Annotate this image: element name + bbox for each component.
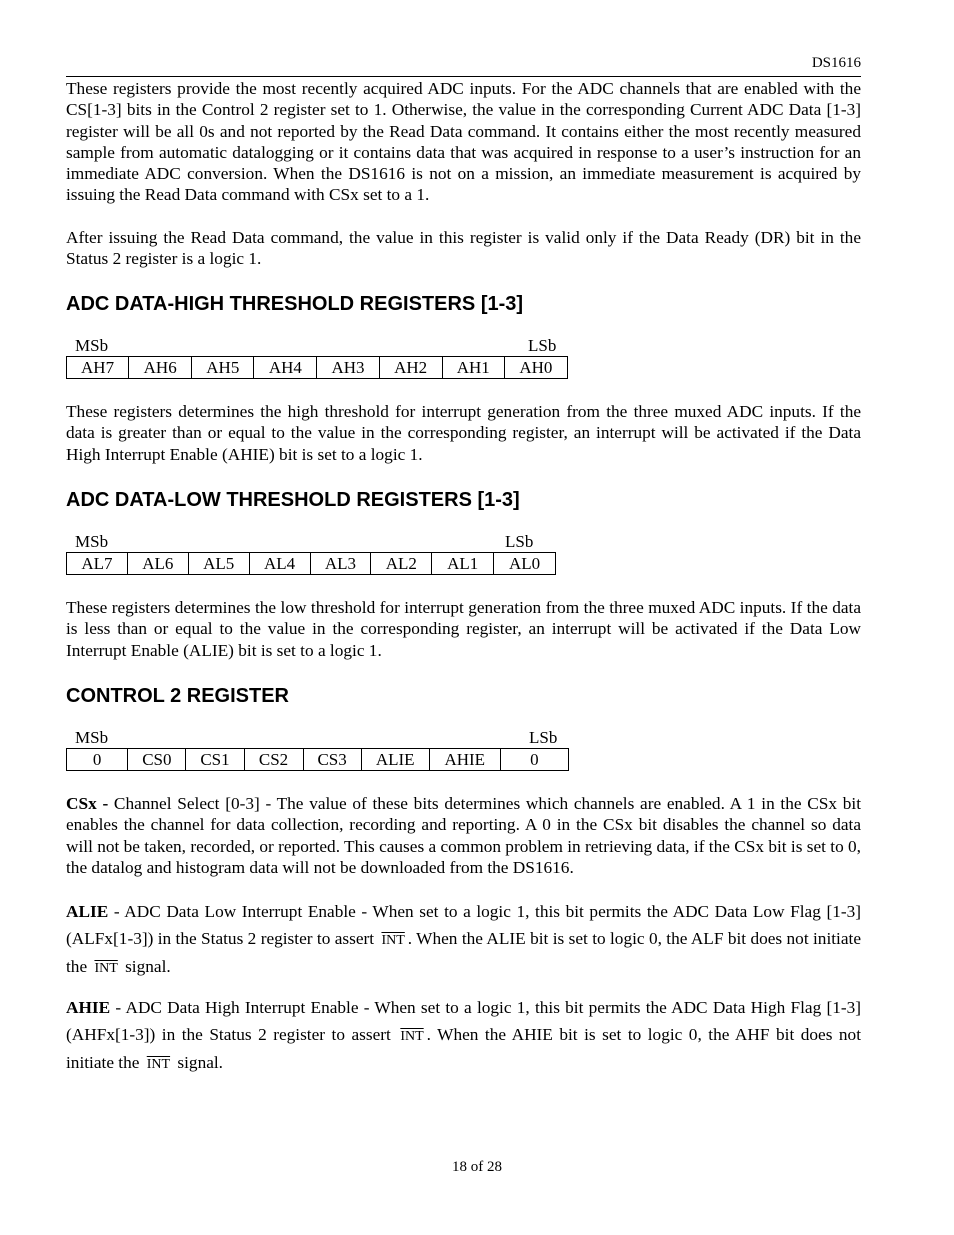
register-bit-ah0: AH0	[504, 357, 567, 379]
register-bit-ah2: AH2	[379, 357, 442, 379]
high-threshold-description: These registers determines the high threshold for interrupt generation from the three muxed ADC inputs. If the data is greater than or equal to the value in the corresponding register, an interrupt will be activated if the Data High Interrupt Enable (AHIE) bit is set to a logic 1.	[66, 402, 861, 464]
intro-paragraph: These registers provide the most recently acquired ADC inputs. For the ADC channels that are enabled with the CS[1-3] bits in the Control 2 register set to 1. Otherwise, the value in the corresponding Current ADC Data [1-3] register will be all 0s and not reported by the Read Data command. It contains either the most recently measured sample from automatic datalogging or it contains data that was acquired in response to a user’s instruction for an immediate ADC conversion. When the DS1616 is not on a mission, an immediate measurement is acquired by issuing the Read Data command with CSx set to a 1.	[66, 79, 861, 205]
ahie-text-1: - ADC Data High Interrupt Enable - When set to a logic 1, this bit permits the ADC Data High Flag [1-3] (AHFx[1-3]) in the Status 2 register to assert	[66, 998, 861, 1044]
alie-term: ALIE	[66, 902, 109, 921]
csx-text: Channel Select [0-3] - The value of these bits determines which channels are enabled. A 1 in the CSx bit enables the channel for data collection, recording and reporting. A 0 in the CSx bit disables the channel so data will not be taken, recorded, or reported. This causes a common problem in retrieving data, if the CSx bit is set to 0, the datalog and histogram data will not be downloaded from the DS1616.	[66, 794, 861, 877]
register-bit-al4: AL4	[249, 553, 310, 575]
control2-register-table	[66, 748, 569, 771]
register-bit-7: 0	[67, 749, 128, 771]
register-bit-cs2: CS2	[244, 749, 303, 771]
register-bit-ah7: AH7	[67, 357, 129, 379]
alie-text-1: - ADC Data Low Interrupt Enable - When set to a logic 1, this bit permits the ADC Data Low Flag [1-3] (ALFx[1-3]) in the Status 2 register to assert	[66, 902, 861, 948]
register-bit-cs3: CS3	[303, 749, 361, 771]
control2-lsb-label: LSb	[529, 728, 558, 747]
control2-msb-label: MSb	[75, 728, 109, 747]
alie-description	[66, 899, 861, 983]
low-threshold-heading: ADC DATA-LOW THRESHOLD REGISTERS [1-3]	[66, 489, 520, 511]
register-bit-al6: AL6	[127, 553, 188, 575]
register-bit-ah3: AH3	[317, 357, 379, 379]
high-threshold-register-table	[66, 356, 568, 379]
ahie-text-3: signal.	[173, 1053, 223, 1072]
int-signal-overline: $\overline{INT}$	[94, 961, 118, 976]
data-ready-paragraph: After issuing the Read Data command, the value in this register is valid only if the Data Ready (DR) bit in the Status 2 register is a logic 1.	[66, 228, 861, 269]
ahie-text-2: . When the AHIE bit is set to logic 0, the AHF bit does not initiate the	[66, 1024, 862, 1072]
low-threshold-description: These registers determines the low threshold for interrupt generation from the three muxed ADC inputs. If the data is less than or equal to the value in the corresponding register, an interrupt will be activated if the Data Low Interrupt Enable (ALIE) bit is set to a logic 1.	[66, 598, 861, 660]
register-bit-ah4: AH4	[254, 357, 317, 379]
register-bit-al3: AL3	[310, 553, 371, 575]
register-bit-0: 0	[500, 749, 568, 771]
control2-heading: CONTROL 2 REGISTER	[66, 685, 289, 707]
register-bit-ahie: AHIE	[429, 749, 500, 771]
document-id: DS1616	[811, 55, 861, 71]
register-bit-cs1: CS1	[186, 749, 244, 771]
ahie-term: AHIE	[66, 998, 111, 1017]
int-signal-overline: $\overline{INT}$	[381, 932, 405, 948]
high-msb-label: MSb	[75, 336, 109, 355]
low-threshold-register-table	[66, 552, 556, 575]
register-bit-cs0: CS0	[128, 749, 186, 771]
alie-text-2: . When the ALIE bit is set to logic 0, the ALF bit does not initiate the	[66, 928, 861, 976]
register-bit-ah6: AH6	[129, 357, 192, 379]
register-bit-ah5: AH5	[192, 357, 254, 379]
register-bit-ah1: AH1	[442, 357, 504, 379]
register-bit-al0: AL0	[494, 553, 556, 575]
register-bit-al1: AL1	[432, 553, 494, 575]
register-bit-alie: ALIE	[361, 749, 429, 771]
register-bit-al5: AL5	[188, 553, 249, 575]
ahie-description	[66, 995, 861, 1079]
header-rule	[66, 76, 861, 77]
csx-description	[66, 793, 861, 878]
int-signal-overline: $\overline{INT}$	[400, 1028, 424, 1044]
low-msb-label: MSb	[75, 532, 109, 551]
alie-text-3: signal.	[120, 957, 171, 976]
low-lsb-label: LSb	[505, 532, 534, 551]
register-bit-al7: AL7	[67, 553, 128, 575]
register-bit-al2: AL2	[371, 553, 432, 575]
page-number: 18 of 28	[452, 1159, 502, 1175]
int-signal-overline: $\overline{INT}$	[146, 1057, 171, 1072]
high-threshold-heading: ADC DATA-HIGH THRESHOLD REGISTERS [1-3]	[66, 293, 524, 315]
csx-term: CSx -	[66, 794, 109, 813]
high-lsb-label: LSb	[528, 336, 557, 355]
